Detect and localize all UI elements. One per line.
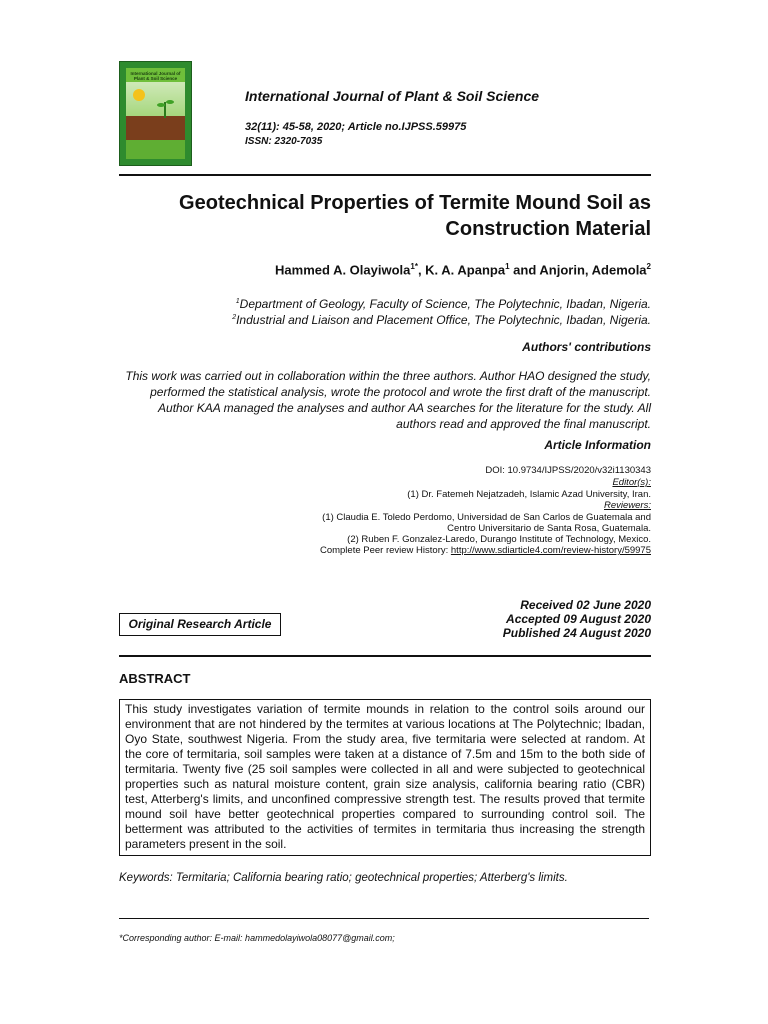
reviewer-1-line2: Centro Universitario de Santa Rosa, Guatemala. [447, 523, 651, 534]
sun-icon [133, 89, 145, 101]
editor-1: (1) Dr. Fatemeh Nejatzadeh, Islamic Azad University, Iran. [407, 489, 651, 500]
abstract-divider [119, 655, 651, 657]
review-history-label: Complete Peer review History: [319, 545, 451, 556]
affiliation-1-sup: 1 [235, 298, 240, 305]
contributions-text: This work was carried out in collaboration within the three authors. Author HAO designed the study, performed the statistical analysis, wrote the protocol and wrote the first draft of the manuscript. Author KAA managed the analyses and author AA searches for the literature for the study. All authors read and approved the final manuscript. [125, 369, 651, 431]
author-3-affil: 2 [646, 262, 651, 271]
affiliation-1 [236, 297, 651, 311]
reviewer-2: (2) Ruben F. Gonzalez-Laredo, Durango Institute of Technology, Mexico. [347, 534, 651, 545]
review-history-link[interactable]: http://www.sdiarticle4.com/review-history/59975 [450, 545, 651, 556]
received-date: Received 02 June 2020 [520, 598, 651, 612]
contributions-heading: Authors' contributions [522, 340, 651, 354]
abstract-heading: ABSTRACT [119, 671, 191, 686]
paper-title-line2: Construction Material [445, 218, 651, 240]
editors-label: Editor(s): [612, 477, 651, 488]
keywords: Keywords: Termitaria; California bearing ratio; geotechnical properties; Atterberg's limits. [119, 872, 568, 884]
cover-title: International Journal of Plant & Soil Science [130, 71, 181, 81]
article-info-heading: Article Information [544, 438, 651, 452]
author-list [275, 262, 651, 277]
affiliation-2 [232, 313, 651, 327]
doi: DOI: 10.9734/IJPSS/2020/v32i1130343 [485, 465, 651, 476]
journal-title: International Journal of Plant & Soil Science [245, 88, 540, 104]
paper-title-line1: Geotechnical Properties of Termite Mound Soil as [179, 192, 651, 214]
author-1-affil: 1* [410, 262, 418, 271]
paper-title [119, 190, 651, 242]
reviewers-label: Reviewers: [604, 500, 651, 511]
corresponding-author: *Corresponding author: E-mail: hammedolayiwola08077@gmail.com; [119, 933, 395, 943]
author-2-affil: 1 [505, 262, 510, 271]
affiliation-2-text: Industrial and Liaison and Placement Office, The Polytechnic, Ibadan, Nigeria. [236, 313, 651, 327]
journal-issn: ISSN: 2320-7035 [245, 136, 323, 147]
affiliation-2-sup: 2 [232, 314, 237, 321]
author-2: , K. A. Apanpa [417, 262, 506, 278]
header-divider [119, 174, 651, 176]
accepted-date: Accepted 09 August 2020 [506, 612, 651, 626]
footnote-divider [119, 918, 649, 919]
review-history [320, 545, 651, 556]
affiliation-1-text: Department of Geology, Faculty of Science, The Polytechnic, Ibadan, Nigeria. [239, 297, 651, 311]
article-type-badge: Original Research Article [119, 613, 281, 636]
journal-issue: 32(11): 45-58, 2020; Article no.IJPSS.59975 [245, 121, 467, 133]
journal-cover-image [119, 61, 192, 166]
author-1: Hammed A. Olayiwola [275, 262, 411, 278]
abstract-text: This study investigates variation of termite mounds in relation to the control soils around our environment that are not hindered by the termites at various locations at The Polytechnic; Ibadan, Oyo State, southwest Nigeria. From the study area, five termitaria were selected at random. At the core of termitaria, soil samples were taken at a distance of 7.5m and 15m to the both side of termitaria. Twenty five (25 soil samples were collected in all and were subjected to geotechnical properties such as natural moisture content, grain size analysis, california bearing ratio (CBR) test, Atterberg's limits, and unconfined compressive strength test. The results proved that termite mound soil have better geotechnical properties compared to surrounding control soil. The betterment was attributed to the activities of termites in termitaria thus increasing the strength parameters present in the soil. [119, 699, 651, 856]
reviewer-1-line1: (1) Claudia E. Toledo Perdomo, Universidad de San Carlos de Guatemala and [322, 512, 651, 523]
author-3: and Anjorin, Ademola [509, 262, 647, 278]
published-date: Published 24 August 2020 [502, 626, 651, 640]
